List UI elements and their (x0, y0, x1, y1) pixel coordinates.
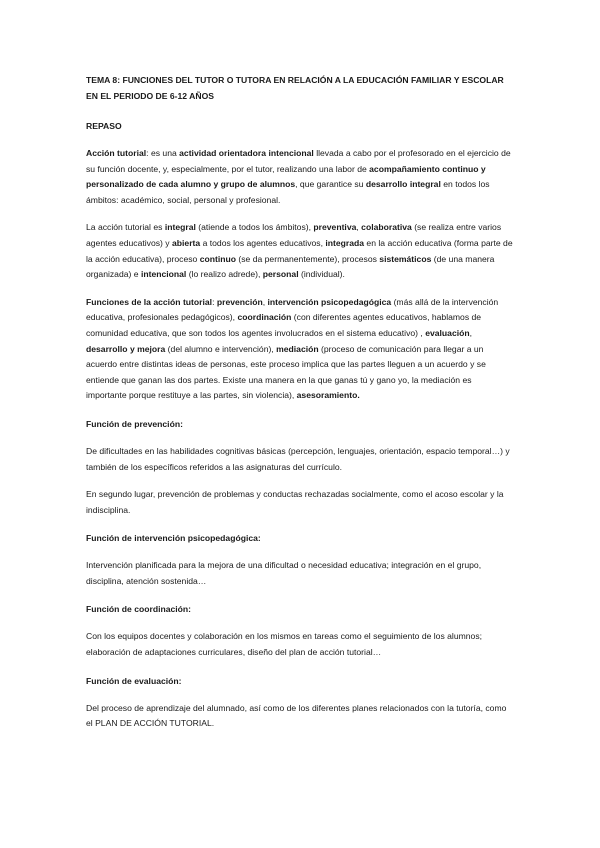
text-span: , que garantice su (295, 179, 366, 190)
text-span: La acción tutorial es (86, 222, 165, 233)
heading-coordinacion: Función de coordinación: (86, 604, 192, 615)
text-span: (de una manera organizada) e (86, 253, 495, 280)
term-intervencion: intervención psicopedagógica (267, 296, 392, 307)
text-span: : (212, 296, 217, 307)
term-desarrollo-mejora: desarrollo y mejora (86, 343, 166, 354)
term-continuo: continuo (199, 253, 236, 264)
text-span: (se da permanentemente), procesos (235, 253, 380, 264)
term-personal: personal (262, 269, 299, 280)
heading-intervencion: Función de intervención psicopedagógica: (86, 533, 261, 544)
paragraph-prevencion-1: De dificultades en las habilidades cognitivas básicas (percepción, lenguajes, orientación, espacio temporal…) y también de los específicos referidos a las asignaturas del currículo. (86, 445, 510, 472)
term-mediacion: mediación (276, 343, 319, 354)
text-span: (lo realizo adrede), (186, 269, 263, 280)
term-prevencion: prevención (216, 296, 263, 307)
term-integral: integral (164, 222, 196, 233)
paragraph-caracteristicas (86, 220, 514, 282)
text-span: llevada a cabo por el profesorado en el ejercicio de su función docente, y, especialmente, por el tutor, realizando una labor de (86, 148, 511, 174)
paragraph-coordinacion: Con los equipos docentes y colaboración en los mismos en tareas como el seguimiento de los alumnos; elaboración de adaptaciones curriculares, diseño del plan de acción tutorial… (86, 631, 483, 658)
term-desarrollo-integral: desarrollo integral (365, 179, 441, 190)
paragraph-evaluacion: Del proceso de aprendizaje del alumnado, así como de los diferentes planes relacionados con la tutoría, como el PLAN DE ACCIÓN TUTORIAL. (86, 702, 507, 729)
text-span: (individual). (298, 269, 345, 280)
text-span: (se realiza entre varios agentes educativos) y (86, 222, 502, 248)
term-coordinacion: coordinación (237, 312, 292, 323)
term-accion-tutorial: Acción tutorial (86, 148, 147, 158)
paragraph-funciones (86, 295, 514, 404)
term-intencional: intencional (140, 269, 187, 280)
term-abierta: abierta (172, 237, 201, 248)
heading-evaluacion: Función de evaluación: (86, 675, 182, 686)
section-heading-repaso: REPASO (86, 121, 122, 131)
text-span: , (356, 222, 362, 233)
text-span: (con diferentes agentes educativos, hablamos de comunidad educativa, que son todos los agentes involucrados en el sistema educativo) , (86, 312, 482, 338)
term-integrada: integrada (325, 237, 365, 248)
term-funciones: Funciones de la acción tutorial (86, 296, 213, 307)
term-evaluacion: evaluación (425, 327, 470, 338)
text-span: , (262, 296, 268, 307)
heading-prevencion: Función de prevención: (86, 418, 183, 429)
term-asesoramiento: asesoramiento. (296, 390, 360, 401)
term-acompanamiento: acompañamiento continuo y personalizado de cada alumno y grupo de alumnos (86, 163, 486, 190)
text-span: : es una (146, 148, 180, 158)
text-span: , (469, 327, 472, 338)
text-span: (del alumno e intervención), (165, 343, 277, 354)
text-span: (proceso de comunicación para llegar a un acuerdo entre distintas ideas de personas, este proceso implica que las partes lleguen a un acuerdo y se entiende que ganan las dos partes. Existe una manera en la que ganas tú y gano yo, la mediación es importante porque restituye a las partes, sin violencia), (86, 343, 486, 401)
paragraph-intervencion: Intervención planificada para la mejora de una dificultad o necesidad educativa; integración en el grupo, disciplina, atención sostenida… (86, 560, 482, 586)
text-span: (atiende a todos los ámbitos), (195, 222, 314, 233)
paragraph-accion-tutorial (86, 146, 514, 208)
document-title: TEMA 8: FUNCIONES DEL TUTOR O TUTORA EN RELACIÓN A LA EDUCACIÓN FAMILIAR Y ESCOLAR EN EL PERIODO DE 6-12 AÑOS (86, 75, 504, 101)
term-preventiva: preventiva (313, 222, 357, 233)
term-actividad-orientadora: actividad orientadora intencional (179, 148, 314, 158)
paragraph-prevencion-2: En segundo lugar, prevención de problemas y conductas rechazadas socialmente, como el acoso escolar y la indisciplina. (86, 489, 504, 515)
text-span: en la acción educativa (forma parte de la acción educativa), proceso (86, 237, 513, 264)
term-colaborativa: colaborativa (361, 222, 412, 233)
text-span: a todos los agentes educativos, (200, 237, 326, 248)
term-sistematicos: sistemáticos (379, 253, 432, 264)
text-span: en todos los ámbitos: académico, social, personal y profesional. (86, 179, 490, 205)
text-span: (más allá de la intervención educativa, profesionales pedagógicos), (86, 296, 499, 323)
